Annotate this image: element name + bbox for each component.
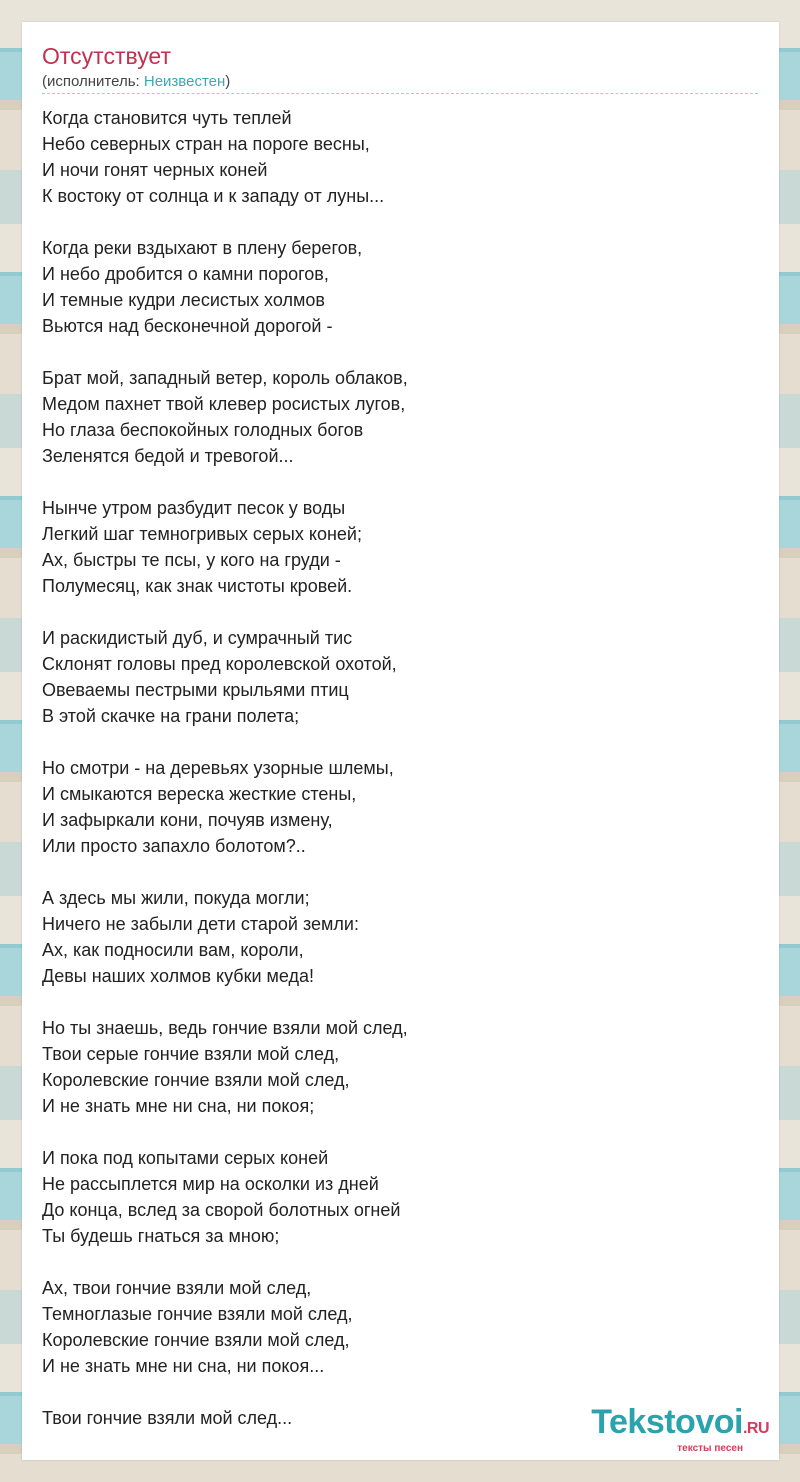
logo-tld: .RU — [742, 1420, 769, 1437]
site-logo[interactable] — [591, 1405, 769, 1454]
lyric-line: Не рассыплется мир на осколки из дней — [42, 1174, 379, 1194]
lyric-line: Но смотри - на деревьях узорные шлемы, — [42, 758, 394, 778]
stanza — [42, 1145, 758, 1249]
lyric-line: И зафыркали кони, почуяв измену, — [42, 810, 333, 830]
logo-tagline: тексты песен — [677, 1443, 743, 1454]
lyric-line: Медом пахнет твой клевер росистых лугов, — [42, 394, 406, 414]
lyric-line: Зеленятся бедой и тревогой... — [42, 446, 294, 466]
lyric-line: Когда становится чуть теплей — [42, 108, 292, 128]
lyric-line: И темные кудри лесистых холмов — [42, 290, 325, 310]
artist-link[interactable]: Неизвестен — [143, 73, 226, 90]
lyric-line: Твои серые гончие взяли мой след, — [42, 1044, 340, 1064]
stanza — [42, 235, 758, 339]
logo-name: Tekstovoi — [591, 1403, 743, 1441]
lyric-line: И не знать мне ни сна, ни покоя; — [42, 1096, 315, 1116]
lyric-line: Ах, как подносили вам, короли, — [42, 940, 304, 960]
lyric-line: Когда реки вздыхают в плену берегов, — [42, 238, 363, 258]
lyric-line: Ах, быстры те псы, у кого на груди - — [42, 550, 341, 570]
lyric-line: Королевские гончие взяли мой след, — [42, 1330, 350, 1350]
lyric-line: Девы наших холмов кубки меда! — [42, 966, 315, 986]
lyric-line: Темноглазые гончие взяли мой след, — [42, 1304, 353, 1324]
byline-prefix: (исполнитель: — [42, 73, 144, 90]
lyric-line: Овеваемы пестрыми крыльями птиц — [42, 680, 349, 700]
lyric-line: И раскидистый дуб, и сумрачный тис — [42, 628, 353, 648]
lyric-line: И не знать мне ни сна, ни покоя... — [42, 1356, 325, 1376]
lyric-line: Вьются над бесконечной дорогой - — [42, 316, 333, 336]
lyric-line: Ничего не забыли дети старой земли: — [42, 914, 359, 934]
artist-byline — [42, 73, 230, 91]
lyric-line: И смыкаются вереска жесткие стены, — [42, 784, 357, 804]
lyric-line: Склонят головы пред королевской охотой, — [42, 654, 397, 674]
lyric-line: К востоку от солнца и к западу от луны... — [42, 186, 385, 206]
lyric-line: Но глаза беспокойных голодных богов — [42, 420, 364, 440]
stanza — [42, 1275, 758, 1379]
stanza — [42, 105, 758, 209]
lyric-line: В этой скачке на грани полета; — [42, 706, 300, 726]
stanza — [42, 755, 758, 859]
lyric-line: Полумесяц, как знак чистоты кровей. — [42, 576, 353, 596]
lyric-line: Легкий шаг темногривых серых коней; — [42, 524, 362, 544]
lyric-line: Твои гончие взяли мой след... — [42, 1408, 293, 1428]
lyric-line: Нынче утром разбудит песок у воды — [42, 498, 346, 518]
lyric-line: До конца, вслед за сворой болотных огней — [42, 1200, 401, 1220]
lyric-line: Ах, твои гончие взяли мой след, — [42, 1278, 312, 1298]
stanza — [42, 495, 758, 599]
lyric-line: Ты будешь гнаться за мною; — [42, 1226, 280, 1246]
lyric-line: И пока под копытами серых коней — [42, 1148, 329, 1168]
lyric-line: И небо дробится о камни порогов, — [42, 264, 329, 284]
byline-suffix: ) — [225, 73, 231, 90]
stanza — [42, 625, 758, 729]
stanza — [42, 885, 758, 989]
lyric-line: И ночи гонят черных коней — [42, 160, 268, 180]
lyrics-card — [22, 22, 779, 1460]
stanza — [42, 1015, 758, 1119]
lyric-line: Но ты знаешь, ведь гончие взяли мой след, — [42, 1018, 408, 1038]
stanza — [42, 365, 758, 469]
lyrics-body — [42, 105, 758, 1457]
lyric-line: А здесь мы жили, покуда могли; — [42, 888, 310, 908]
lyric-line: Брат мой, западный ветер, король облаков, — [42, 368, 408, 388]
title-divider — [42, 93, 758, 94]
logo-wordmark — [591, 1405, 769, 1446]
lyric-line: Или просто запахло болотом?.. — [42, 836, 306, 856]
lyric-line: Небо северных стран на пороге весны, — [42, 134, 370, 154]
lyric-line: Королевские гончие взяли мой след, — [42, 1070, 350, 1090]
song-title: Отсутствует — [42, 43, 171, 69]
